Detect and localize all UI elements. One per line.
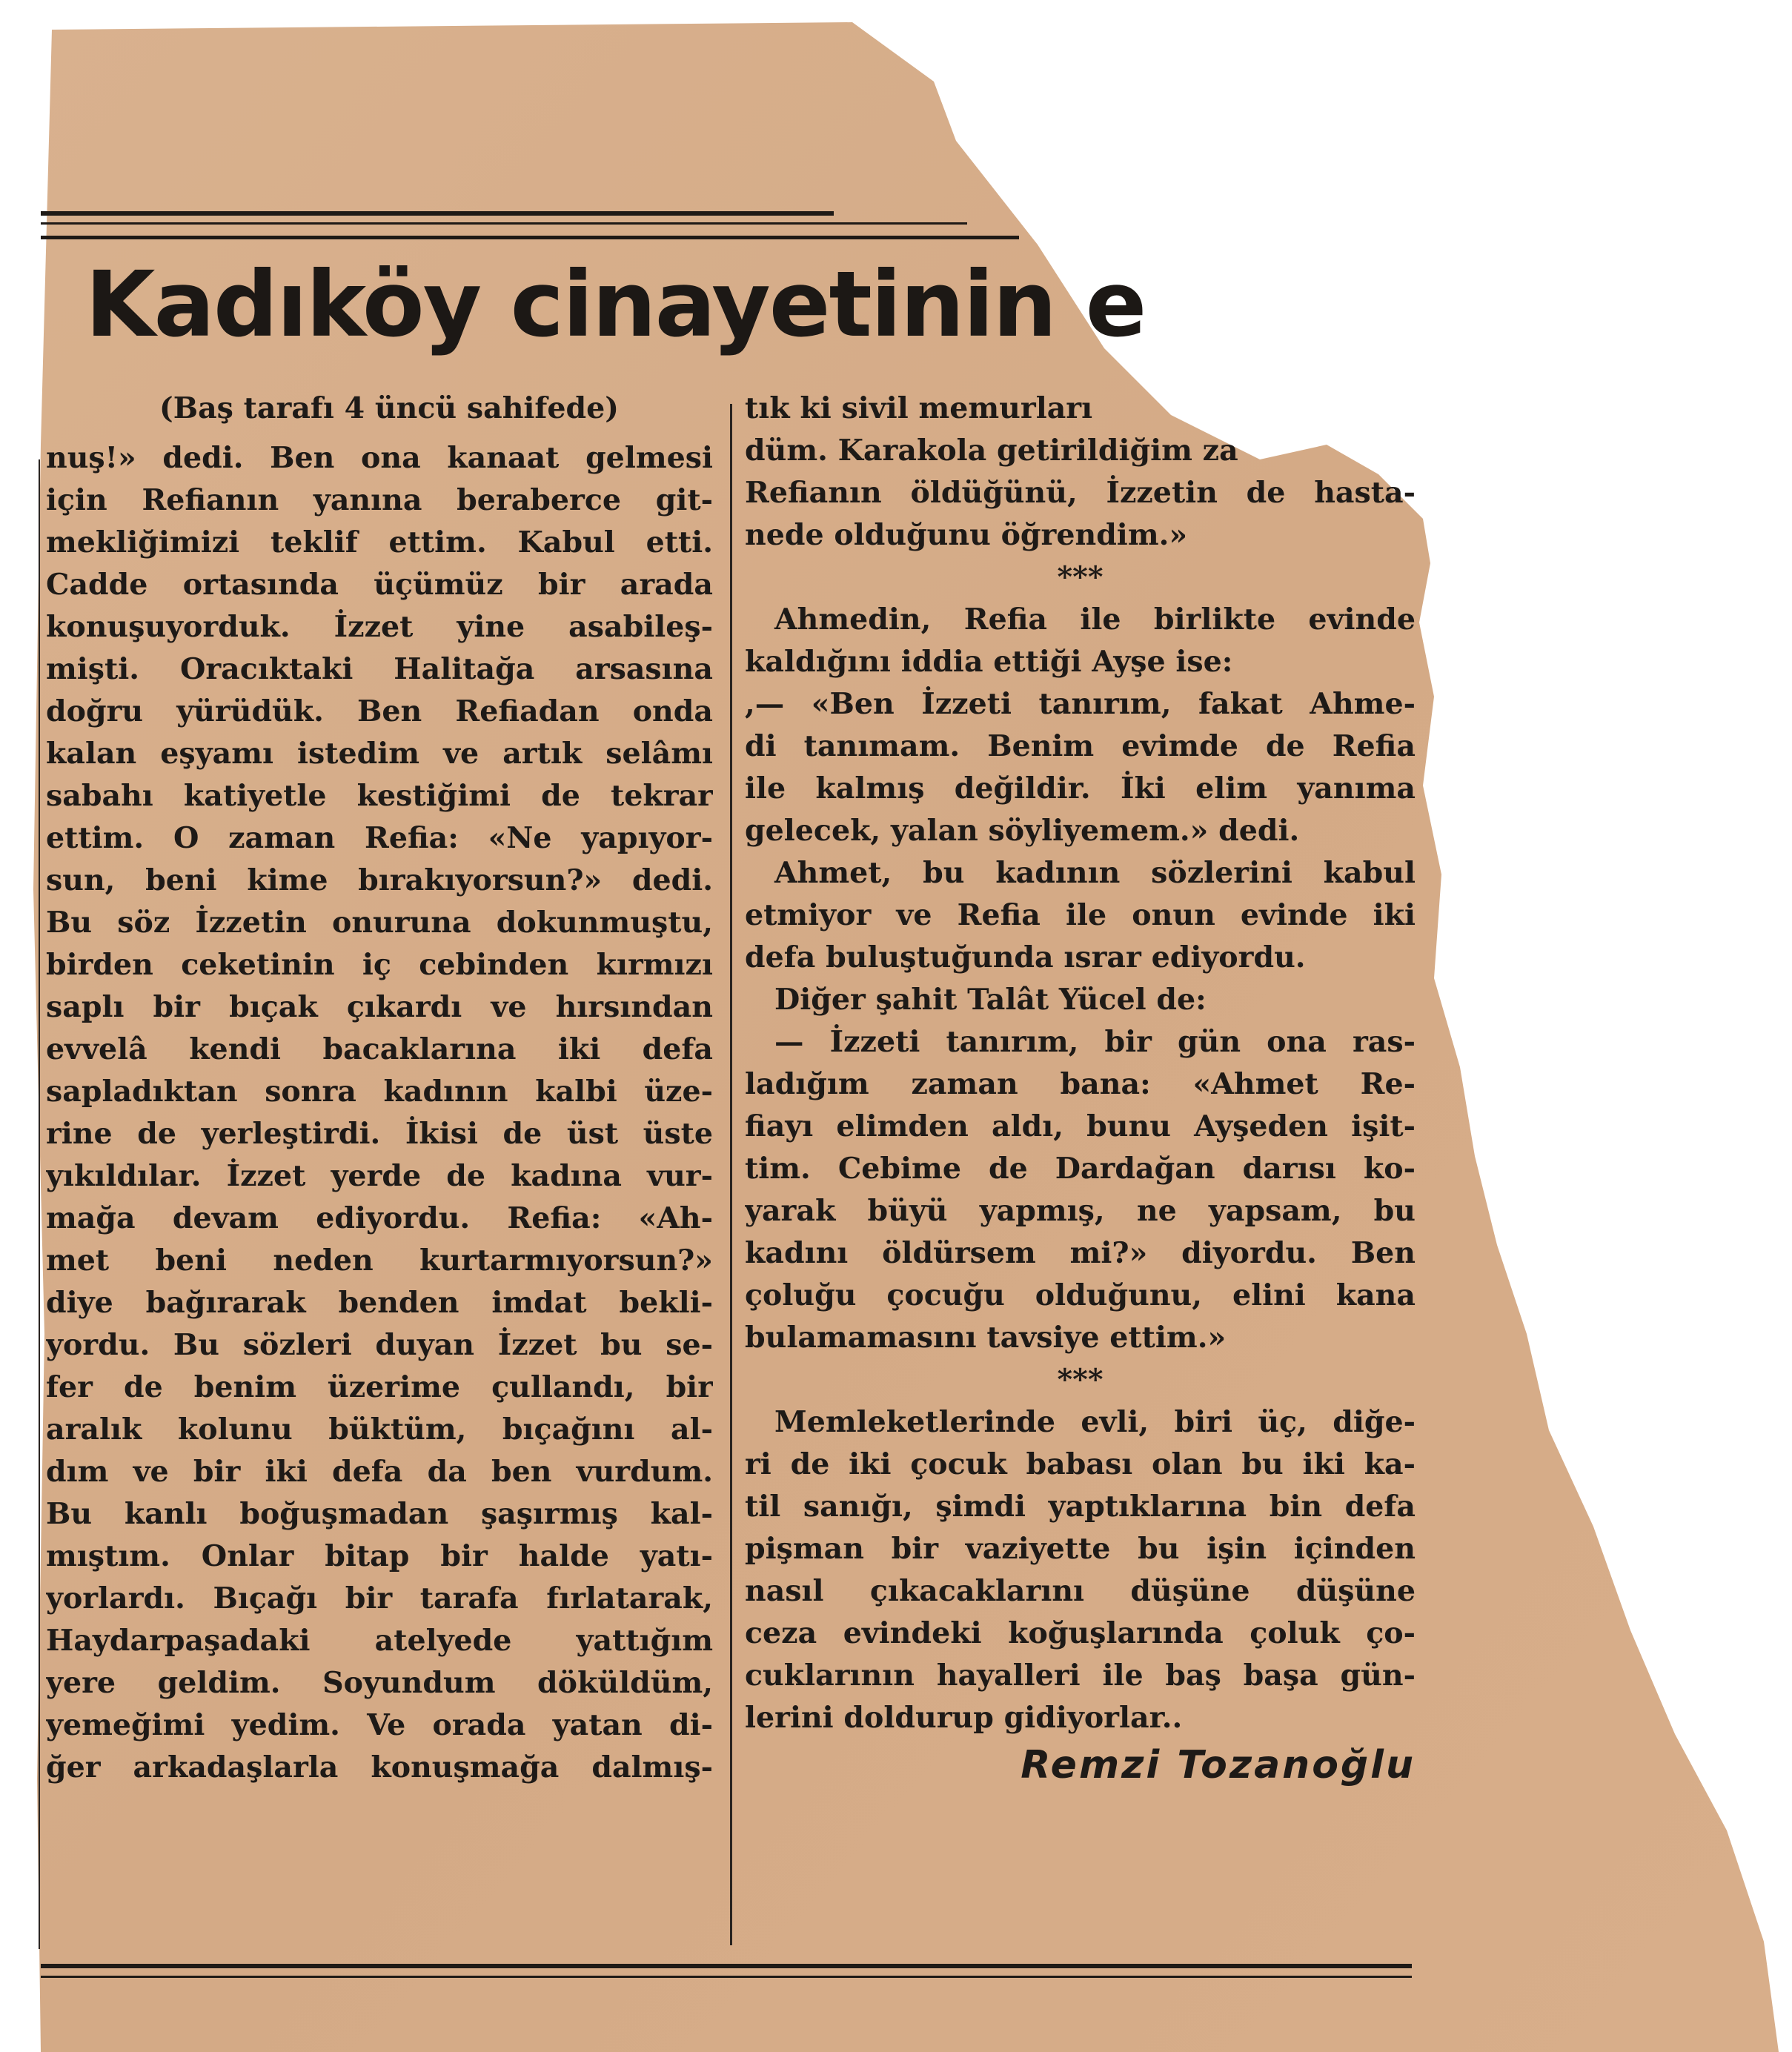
right-column-line: tim. Cebime de Dardağan darısı ko-	[745, 1152, 1416, 1186]
right-column-line: çoluğu çocuğu olduğunu, elini kana	[745, 1278, 1416, 1312]
right-column-line: ceza evindeki koğuşlarında çoluk ço-	[745, 1616, 1416, 1650]
left-column-line: yorlardı. Bıçağı bir tarafa fırlatarak,	[46, 1581, 713, 1616]
right-column-line: pişman bir vaziyette bu işin içinden	[745, 1532, 1416, 1566]
right-column-line: ri de iki çocuk babası olan bu iki ka-	[745, 1447, 1416, 1481]
left-column-line: doğru yürüdük. Ben Refiadan onda	[46, 694, 713, 728]
top-rule-thin	[41, 222, 967, 225]
right-column-line: etmiyor ve Refia ile onun evinde iki	[745, 898, 1416, 932]
left-column-line: mişti. Oracıktaki Halitağa arsasına	[46, 652, 713, 686]
top-rule-thick	[41, 236, 1019, 239]
right-column-line: ***	[1057, 560, 1104, 594]
top-rule	[41, 211, 834, 216]
left-column-line: evvelâ kendi bacaklarına iki defa	[46, 1032, 713, 1066]
left-column-line: ğer arkadaşlarla konuşmağa dalmış-	[46, 1750, 713, 1784]
right-column	[745, 388, 1416, 1791]
left-column-line: yemeğimi yedim. Ve orada yatan di-	[46, 1708, 713, 1742]
right-column-line: fiayı elimden aldı, bunu Ayşeden işit-	[745, 1109, 1416, 1143]
left-column-line: dım ve bir iki defa da ben vurdum.	[46, 1455, 713, 1489]
left-column-line: Haydarpaşadaki atelyede yattığım	[46, 1624, 713, 1658]
left-column	[46, 437, 713, 1789]
right-column-line: di tanımam. Benim evimde de Refia	[745, 729, 1416, 763]
right-column-line: Diğer şahit Talât Yücel de:	[774, 983, 1207, 1017]
right-column-line: bulamamasını tavsiye ettim.»	[745, 1321, 1227, 1355]
left-column-line: rine de yerleştirdi. İkisi de üst üste	[46, 1117, 713, 1151]
left-column-line: mağa devam ediyordu. Refia: «Ah-	[46, 1201, 713, 1235]
left-column-line: sabahı katiyetle kestiğimi de tekrar	[46, 779, 713, 813]
right-column-line: Memleketlerinde evli, biri üç, diğe-	[774, 1405, 1416, 1439]
right-column-line: ile kalmış değildir. İki elim yanıma	[745, 771, 1416, 806]
left-column-line: Bu söz İzzetin onuruna dokunmuştu,	[46, 906, 713, 940]
left-column-line: diye bağırarak benden imdat bekli-	[46, 1286, 713, 1320]
right-column-line: cuklarının hayalleri ile baş başa gün-	[745, 1658, 1416, 1693]
right-column-line: ,— «Ben İzzeti tanırım, fakat Ahme-	[745, 687, 1416, 721]
right-column-line: Refianın öldüğünü, İzzetin de hasta-	[745, 476, 1416, 510]
right-column-line: Ahmedin, Refia ile birlikte evinde	[774, 602, 1416, 637]
right-column-line: nasıl çıkacaklarını düşüne düşüne	[745, 1574, 1416, 1608]
headline: Kadıköy cinayetinin e	[85, 252, 1146, 357]
left-column-line: fer de benim üzerime çullandı, bir	[46, 1370, 713, 1404]
left-column-line: mıştım. Onlar bitap bir halde yatı-	[46, 1539, 713, 1573]
left-column-line: nuş!» dedi. Ben ona kanaat gelmesi	[46, 441, 713, 475]
right-column-line: lerini doldurup gidiyorlar..	[745, 1701, 1183, 1735]
right-column-line: nede olduğunu öğrendim.»	[745, 518, 1188, 552]
left-column-line: met beni neden kurtarmıyorsun?»	[46, 1244, 713, 1278]
right-column-line: kadını öldürsem mi?» diyordu. Ben	[745, 1236, 1416, 1270]
left-column-line: yere geldim. Soyundum döküldüm,	[46, 1666, 713, 1700]
subhead-block	[104, 388, 674, 430]
left-column-line: konuşuyorduk. İzzet yine asabileş-	[46, 610, 713, 644]
right-column-line: tık ki sivil memurları	[745, 391, 1093, 425]
left-column-line: Cadde ortasında üçümüz bir arada	[46, 568, 713, 602]
right-column-line: Ahmet, bu kadının sözlerini kabul	[774, 856, 1416, 890]
right-column-line: — İzzeti tanırım, bir gün ona ras-	[774, 1025, 1416, 1059]
right-column-line: ladığım zaman bana: «Ahmet Re-	[745, 1067, 1416, 1101]
left-column-line: ettim. O zaman Refia: «Ne yapıyor-	[46, 821, 713, 855]
right-column-line: ***	[1057, 1363, 1104, 1397]
right-column-line: düm. Karakola getirildiğim za	[745, 434, 1238, 468]
left-column-line: sapladıktan sonra kadının kalbi üze-	[46, 1075, 713, 1109]
left-column-line: saplı bir bıçak çıkardı ve hırsından	[46, 990, 713, 1024]
left-column-line: aralık kolunu büktüm, bıçağını al-	[46, 1412, 713, 1447]
left-column-line: yordu. Bu sözleri duyan İzzet bu se-	[46, 1328, 713, 1362]
right-column-line: gelecek, yalan söyliyemem.» dedi.	[745, 814, 1300, 848]
left-column-line: için Refianın yanına beraberce git-	[46, 483, 713, 517]
left-column-line: sun, beni kime bırakıyorsun?» dedi.	[46, 863, 713, 897]
left-column-line: mekliğimizi teklif ettim. Kabul etti.	[46, 525, 713, 560]
right-column-line: kaldığını iddia ettiği Ayşe ise:	[745, 645, 1233, 679]
right-column-line: til sanığı, şimdi yaptıklarına bin defa	[745, 1490, 1416, 1524]
bottom-rule-thin	[41, 1976, 1412, 1978]
left-column-line: Bu kanlı boğuşmadan şaşırmış kal-	[46, 1497, 713, 1531]
bottom-rule	[41, 1964, 1412, 1968]
right-column-line: yarak büyü yapmış, ne yapsam, bu	[745, 1194, 1416, 1228]
right-column-line: defa buluştuğunda ısrar ediyordu.	[745, 940, 1306, 974]
author-signature: Remzi Tozanoğlu	[1021, 1743, 1416, 1787]
left-column-line: yıkıldılar. İzzet yerde de kadına vur-	[46, 1159, 713, 1193]
left-column-line: birden ceketinin iç cebinden kırmızı	[46, 948, 713, 982]
column-divider	[730, 404, 732, 1945]
subhead: (Baş tarafı 4 üncü sahifede)	[159, 391, 619, 425]
left-edge-line	[39, 459, 40, 1949]
left-column-line: kalan eşyamı istedim ve artık selâmı	[46, 737, 713, 771]
